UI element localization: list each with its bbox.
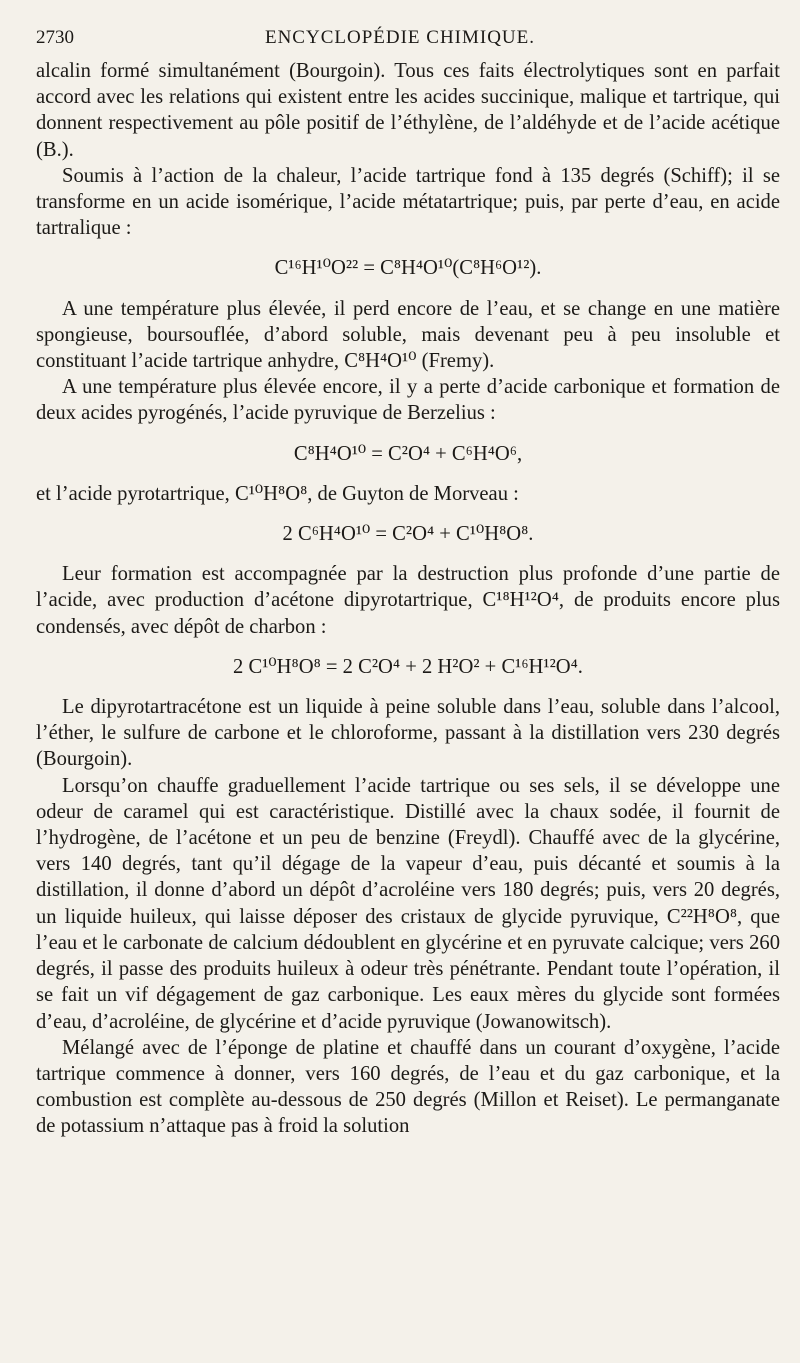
formula: 2 C¹⁰H⁸O⁸ = 2 C²O⁴ + 2 H²O² + C¹⁶H¹²O⁴. <box>233 655 583 678</box>
page-header <box>36 27 764 53</box>
paragraph: Mélangé avec de l’éponge de platine et chauffé dans un courant d’oxygène, l’acide tartrique commence à donner, vers 160 degrés, de l’eau et du gaz carbonique, et la combustion est complète au-dessous de 250 degrés (Millon et Reiset). Le permanganate de potassium n’attaque pas à froid la solution <box>36 1036 780 1138</box>
paragraph: Le dipyrotartracétone est un liquide à peine soluble dans l’eau, soluble dans l’alcool, l’éther, le sulfure de carbone et le chloroforme, passant à la distillation vers 230 degrés (Bourgoin). <box>36 696 780 771</box>
paragraph: Leur formation est accompagnée par la destruction plus profonde d’une partie de l’acide, avec production d’acétone dipyrotartrique, C¹⁸H¹²O⁴, de produits encore plus condensés, avec dépôt de charbon : <box>36 563 780 638</box>
paragraph: Lorsqu’on chauffe graduellement l’acide tartrique ou ses sels, il se développe une odeur de caramel qui est caractéristique. Distillé avec la chaux sodée, il fournit de l’hydrogène, de l’acétone et un peu de benzine (Freydl). Chauffé avec de la glycérine, vers 140 degrés, tant qu’il dégage de la vapeur d’eau, puis décanté et soumis à la distillation, il donne d’abord un dépôt d’acroléine vers 180 degrés; puis, vers 20 degrés, un liquide huileux, qui laisse déposer des cristaux de glycide pyruvique, C²²H⁸O⁸, que l’eau et le carbonate de calcium dédoublent en glycérine et en pyruvate calcique; vers 260 degrés, il passe des produits huileux à odeur très pénétrante. Pendant toute l’opération, il se fait un vif dégagement de gaz carbonique. Les eaux mères du glycide sont formées d’eau, d’acroléine, de glycérine et d’acide pyruvique (Jowanowitsch). <box>36 774 780 1033</box>
formula: C¹⁶H¹⁰O²² = C⁸H⁴O¹⁰(C⁸H⁶O¹²). <box>274 257 542 280</box>
running-title: ENCYCLOPÉDIE CHIMIQUE. <box>264 27 536 48</box>
paragraph: et l’acide pyrotartrique, C¹⁰H⁸O⁸, de Guyton de Morveau : <box>36 482 519 505</box>
body-text <box>36 58 780 1140</box>
paragraph: A une température plus élevée, il perd encore de l’eau, et se change en une matière spongieuse, boursouflée, d’abord soluble, mais devenant peu à peu insoluble et constituant l’acide tartrique anhydre, C⁸H⁴O¹⁰ (Fremy). <box>36 297 780 373</box>
paragraph: alcalin formé simultanément (Bourgoin). Tous ces faits électrolytiques sont en parfait accord avec les relations qui existent entre les acides succinique, malique et tartrique, qui donnent respectivement au pôle positif de l’éthylène, de l’aldéhyde et de l’acide acétique (B.). <box>36 60 780 161</box>
paragraph: A une température plus élevée encore, il y a perte d’acide carbonique et formation de deux acides pyrogénés, l’acide pyruvique de Berzelius : <box>36 376 780 425</box>
page-number: 2730 <box>36 27 74 48</box>
paragraph: Soumis à l’action de la chaleur, l’acide tartrique fond à 135 degrés (Schiff); il se transforme en un acide isomérique, l’acide métatartrique; puis, par perte d’eau, en acide tartralique : <box>36 164 780 240</box>
formula: 2 C⁶H⁴O¹⁰ = C²O⁴ + C¹⁰H⁸O⁸. <box>282 523 534 546</box>
formula: C⁸H⁴O¹⁰ = C²O⁴ + C⁶H⁴O⁶, <box>293 442 523 465</box>
